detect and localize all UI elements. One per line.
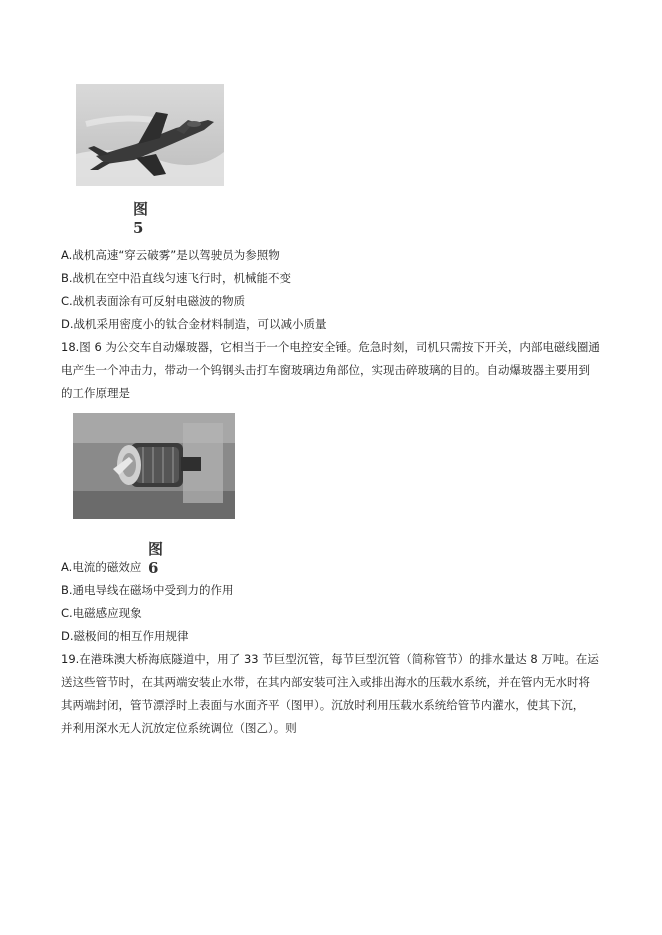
glass-breaker-photo [73,413,235,519]
q18-stem-line-1: 18.图 6 为公交车自动爆玻器，它相当于一个电控安全锤。危急时刻，司机只需按下开关，内部电磁线圈通 [61,340,600,354]
q17-option-c: C.战机表面涂有可反射电磁波的物质 [61,294,246,308]
q18-option-d: D.磁极间的相互作用规律 [61,629,189,643]
q19-stem-line-3: 其两端封闭，管节漂浮时上表面与水面齐平（图甲）。沉放时利用压载水系统给管节内灌水，使其下沉， [61,698,585,712]
q18-option-b: B.通电导线在磁场中受到力的作用 [61,583,234,597]
figure-5-caption: 图 5 [133,200,151,237]
q18-stem-line-3: 的工作原理是 [61,386,130,400]
fighter-jet-photo [76,84,224,186]
q18-option-a: A.电流的磁效应 [61,560,142,574]
q18-stem-line-2: 电产生一个冲击力，带动一个钨钢头击打车窗玻璃边角部位，实现击碎玻璃的目的。自动爆玻器主要用到 [61,363,590,377]
glass-breaker-image [73,413,235,519]
figure-6-caption: 图 6 [148,540,166,577]
q17-option-b: B.战机在空中沿直线匀速飞行时，机械能不变 [61,271,292,285]
q17-option-a: A.战机高速“穿云破雾”是以驾驶员为参照物 [61,248,280,262]
q19-stem-line-1: 19.在港珠澳大桥海底隧道中，用了 33 节巨型沉管，每节巨型沉管（简称管节）的排水量达 8 万吨。在运 [61,652,599,666]
fighter-jet-image [76,84,224,186]
q17-option-d: D.战机采用密度小的钛合金材料制造，可以减小质量 [61,317,327,331]
q18-option-c: C.电磁感应现象 [61,606,142,620]
q19-stem-line-4: 并利用深水无人沉放定位系统调位（图乙）。则 [61,721,297,735]
q19-stem-line-2: 送这些管节时，在其两端安装止水带，在其内部安装可注入或排出海水的压载水系统，并在管内无水时将 [61,675,590,689]
